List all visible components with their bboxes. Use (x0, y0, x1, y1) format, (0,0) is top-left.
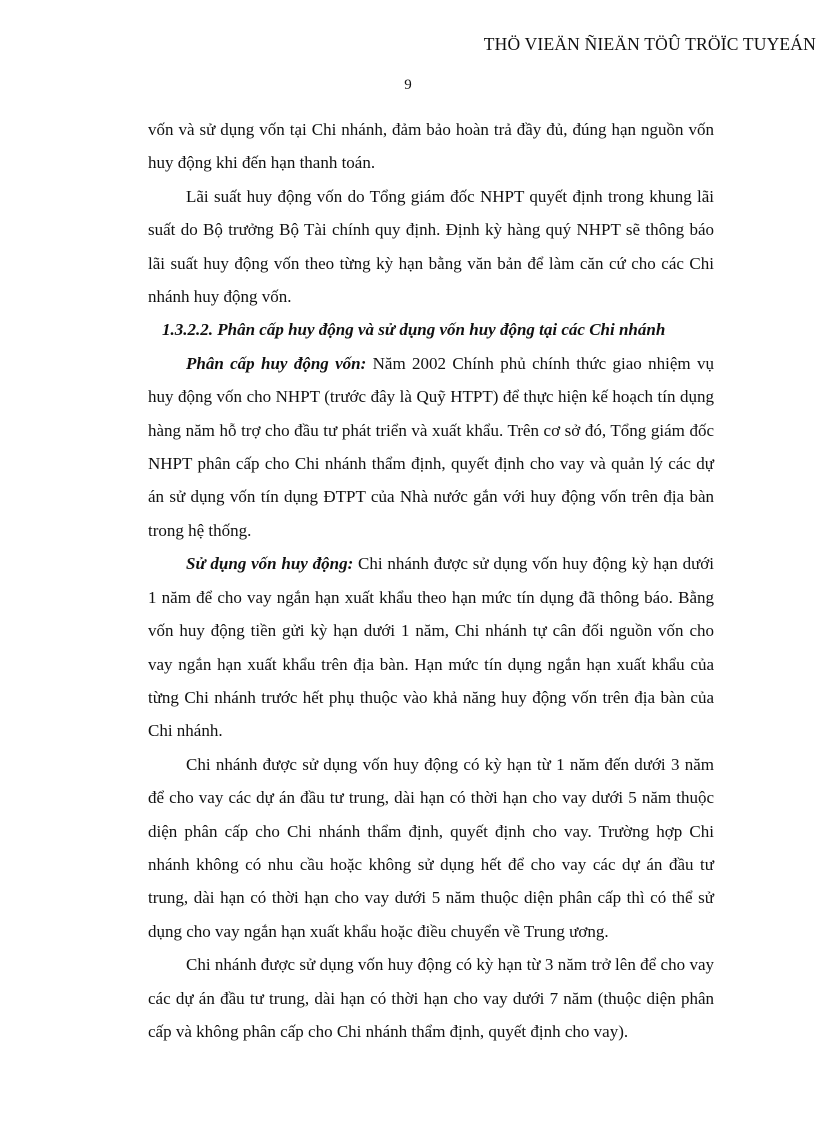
paragraph-continuation: vốn và sử dụng vốn tại Chi nhánh, đảm bảo hoàn trả đầy đủ, đúng hạn nguồn vốn huy động khi đến hạn thanh toán. (148, 120, 714, 173)
paragraph-medium-term: Chi nhánh được sử dụng vốn huy động có kỳ hạn từ 1 năm đến dưới 3 năm để cho vay các dự án đầu tư trung, dài hạn có thời hạn cho vay dưới 5 năm thuộc diện phân cấp cho Chi nhánh thẩm định, quyết định cho vay. Trường hợp Chi nhánh không có nhu cầu hoặc không sử dụng hết để cho vay các dự án đầu tư trung, dài hạn có thời hạn cho vay dưới 5 năm thuộc diện phân cấp thì có thể sử dụng cho vay ngắn hạn xuất khẩu hoặc điều chuyển về Trung ương. (148, 754, 714, 941)
paragraph-capital-mobilization (148, 347, 714, 547)
document-body (148, 113, 714, 1048)
page-number: 9 (404, 77, 412, 93)
paragraph-lead: Sử dụng vốn huy động: (186, 554, 354, 574)
paragraph-body: Chi nhánh được sử dụng vốn huy động kỳ hạn dưới 1 năm để cho vay ngắn hạn xuất khẩu theo hạn mức tín dụng đã thông báo. Bằng vốn huy động tiền gửi kỳ hạn dưới 1 năm, Chi nhánh tự cân đối nguồn vốn cho vay ngắn hạn xuất khẩu trên địa bàn. Hạn mức tín dụng ngắn hạn xuất khẩu của từng Chi nhánh trước hết phụ thuộc vào khả năng huy động vốn trên địa bàn của Chi nhánh. (148, 554, 714, 741)
section-heading: 1.3.2.2. Phân cấp huy động và sử dụng vốn huy động tại các Chi nhánh (162, 320, 666, 340)
paragraph-body: Năm 2002 Chính phủ chính thức giao nhiệm vụ huy động vốn cho NHPT (trước đây là Quỹ HTPT) để thực hiện kế hoạch tín dụng hàng năm hỗ trợ cho đầu tư phát triển và xuất khẩu. Trên cơ sở đó, Tổng giám đốc NHPT phân cấp cho Chi nhánh thẩm định, quyết định cho vay và quản lý các dự án sử dụng vốn tín dụng ĐTPT của Nhà nước gắn với huy động vốn trên địa bàn trong hệ thống. (148, 353, 714, 540)
library-header: THÖ VIEÄN ÑIEÄN TÖÛ TRÖÏC TUYEÁN (483, 34, 816, 54)
paragraph-interest-rate: Lãi suất huy động vốn do Tổng giám đốc NHPT quyết định trong khung lãi suất do Bộ trưởng Bộ Tài chính quy định. Định kỳ hàng quý NHPT sẽ thông báo lãi suất huy động vốn theo từng kỳ hạn bằng văn bản để làm căn cứ cho các Chi nhánh huy động vốn. (148, 186, 714, 307)
paragraph-long-term: Chi nhánh được sử dụng vốn huy động có kỳ hạn từ 3 năm trở lên để cho vay các dự án đầu tư trung, dài hạn có thời hạn cho vay dưới 7 năm (thuộc diện phân cấp và không phân cấp cho Chi nhánh thẩm định, quyết định cho vay). (148, 955, 714, 1041)
paragraph-lead: Phân cấp huy động vốn: (186, 353, 367, 373)
paragraph-capital-usage (148, 547, 714, 747)
